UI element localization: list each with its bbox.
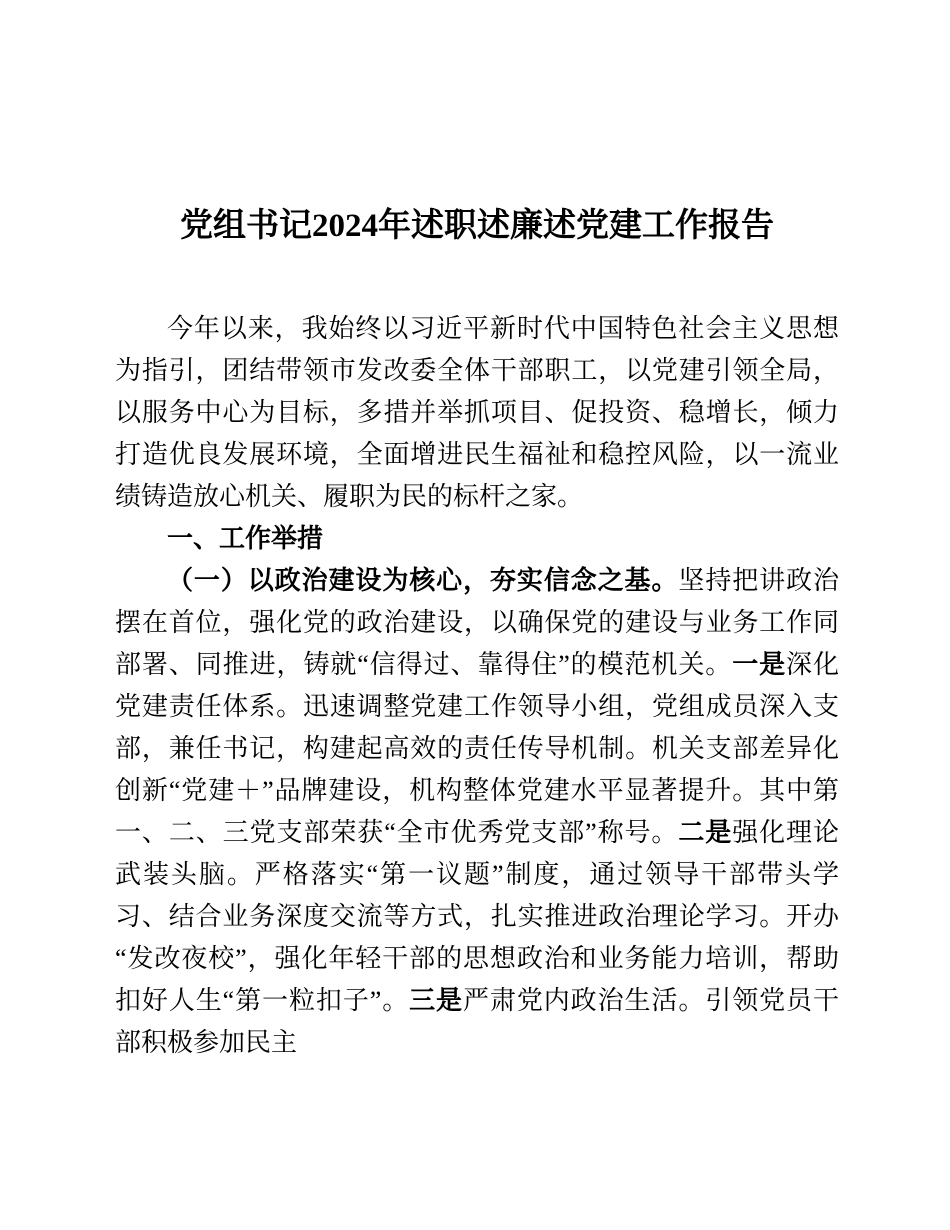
point3-label: 三是 bbox=[409, 986, 463, 1015]
intro-paragraph: 今年以来，我始终以习近平新时代中国特色社会主义思想为指引，团结带领市发改委全体干部职工，以党建引领全局，以服务中心为目标，多措并举抓项目、促投资、稳增长，倾力打造优良发展环境，全面增进民生福祉和稳控风险，以一流业绩铸造放心机关、履职为民的标杆之家。 bbox=[115, 314, 839, 511]
point1-label: 一是 bbox=[732, 650, 787, 679]
point2-text: 强化理论武装头脑。严格落实“第一议题”制度，通过领导干部带头学习、结合业务深度交流等方式，扎实推进政治理论学习。开办“发改夜校”，强化年轻干部的思想政治和业务能力培训，帮助扣好人生“第一粒扣子”。 bbox=[115, 818, 839, 1015]
subsection-paragraph bbox=[115, 560, 839, 1064]
section-heading-work-measures: 一、工作举措 bbox=[167, 524, 324, 554]
document-title: 党组书记2024年述职述廉述党建工作报告 bbox=[180, 208, 774, 244]
point3-text: 严肃党内政治生活。引领党员干部积极参加民主 bbox=[115, 986, 839, 1057]
point2-label: 二是 bbox=[678, 818, 733, 847]
subsection-lead: （一）以政治建设为核心，夯实信念之基。 bbox=[167, 566, 679, 595]
subsection-text: 坚持把讲政治摆在首位，强化党的政治建设，以确保党的建设与业务工作同部署、同推进，铸就“信得过、靠得住”的模范机关。 bbox=[115, 566, 839, 679]
point1-text: 深化党建责任体系。迅速调整党建工作领导小组，党组成员深入支部，兼任书记，构建起高效的责任传导机制。机关支部差异化创新“党建＋”品牌建设，机构整体党建水平显著提升。其中第一、二、三党支部荣获“全市优秀党支部”称号。 bbox=[115, 650, 839, 847]
